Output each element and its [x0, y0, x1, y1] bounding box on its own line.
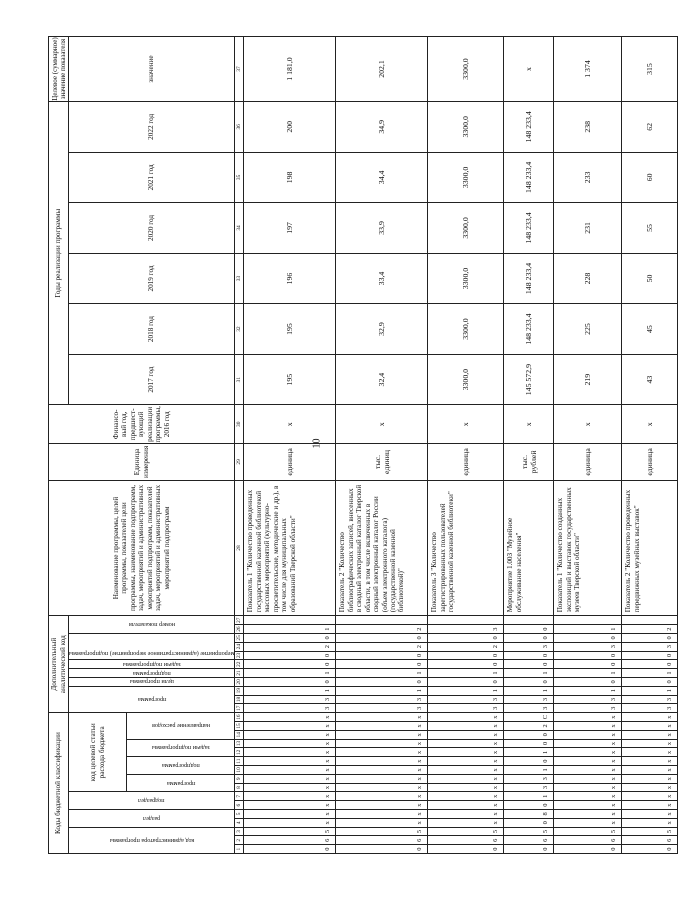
code-digit-cell: x [622, 810, 678, 819]
additional-code-header: Дополнительный аналитический код [49, 616, 69, 713]
code-digit-cell [244, 616, 336, 625]
code-digit-cell: 0 [622, 677, 678, 686]
column-number: 19 [236, 687, 243, 694]
code-digit-cell: x [428, 766, 504, 775]
code-digit-cell [428, 616, 504, 625]
year-value-cell: 233 [554, 152, 622, 203]
code-digit-cell: 1 [554, 625, 622, 634]
code-digit-cell: 1 [622, 669, 678, 678]
row-name-cell: Показатель 2 "Количество библиографических записей, внесенных в сводный электронный каталог Тверской области, в том числе включенных в сводный электронный каталог России (объем электронного каталога) (государственной казенной библиотекой)" [336, 480, 428, 616]
code-digit-cell: x [428, 801, 504, 810]
code-digit-cell: x [336, 818, 428, 827]
code-digit-cell: 0 [504, 801, 554, 810]
admin-code-header: код администратора программы [109, 836, 194, 844]
code-digit-cell: x [428, 730, 504, 739]
code-digit-cell: 0 [244, 633, 336, 642]
total-value-cell: 3300,0 [428, 37, 504, 102]
rotated-table-sheet [48, 36, 674, 854]
code-digit-cell: 3 [504, 774, 554, 783]
code-digit-cell: x [554, 792, 622, 801]
program-article-header: программа [166, 779, 196, 787]
code-digit-cell: 3 [336, 695, 428, 704]
code-digit-cell: x [622, 748, 678, 757]
code-digit-cell: x [554, 739, 622, 748]
code-digit-cell: x [336, 739, 428, 748]
code-digit-cell [554, 616, 622, 625]
column-number: 4 [235, 818, 244, 827]
code-digit-cell: C [504, 713, 554, 722]
unit-cell: тыс. рублей [504, 444, 554, 481]
code-digit-cell: 3 [554, 642, 622, 651]
code-digit-cell: x [336, 722, 428, 731]
code-digit-cell: 1 [554, 669, 622, 678]
row-name-cell: Показатель 3 "Количество зарегистрированных пользователей государственной казенной библиотеки" [428, 480, 504, 616]
code-digit-cell: 0 [336, 660, 428, 669]
column-number: 23 [236, 652, 243, 659]
column-number: 32 [235, 304, 244, 355]
year-2022-header: 2022 год [69, 102, 235, 153]
code-digit-cell: x [244, 792, 336, 801]
code-digit-cell: x [336, 748, 428, 757]
code-digit-cell: 0 [428, 660, 504, 669]
code-digit-cell: 0 [622, 651, 678, 660]
year-value-cell: 195 [244, 304, 336, 355]
code-digit-cell: 1 [428, 669, 504, 678]
column-number: 31 [235, 354, 244, 405]
column-number: 15 [236, 723, 243, 729]
column-number: 24 [236, 643, 243, 650]
code-digit-cell: x [554, 713, 622, 722]
subprogram-code-header: подпрограмма [132, 669, 171, 677]
code-digit-cell: 0 [244, 677, 336, 686]
final-value-group-header: Целевое (суммарное) значение показателя [50, 37, 67, 101]
code-digit-cell: 0 [504, 625, 554, 634]
code-digit-cell: 0 [336, 845, 428, 854]
total-value-cell: 315 [622, 37, 678, 102]
code-digit-cell: 6 [244, 836, 336, 845]
code-digit-cell: 1 [554, 686, 622, 695]
code-digit-cell: x [336, 792, 428, 801]
code-digit-cell: 6 [554, 836, 622, 845]
table-row [428, 37, 504, 854]
column-number: 9 [235, 774, 244, 783]
code-digit-cell: x [622, 818, 678, 827]
years-group-header: Годы реализации программы [49, 102, 69, 405]
year-2020-header: 2020 год [69, 203, 235, 254]
base-year-cell: x [244, 405, 336, 444]
code-digit-cell: x [554, 783, 622, 792]
row-name-cell: Мероприятие 1.003 "Музейное обслуживание населения" [504, 480, 554, 616]
code-digit-cell: 0 [336, 633, 428, 642]
code-digit-cell: 5 [244, 827, 336, 836]
code-digit-cell: 3 [622, 642, 678, 651]
year-value-cell: 3300,0 [428, 304, 504, 355]
year-value-cell: 3300,0 [428, 354, 504, 405]
base-year-column-header: Финансо-вый год, предшест-вующий реализации программы, 2016 год [49, 405, 235, 444]
name-column-header: Наименование программы, целей программы, показателей цели программы, наименование подпрограмм, задач, мероприятий и административных мероприятий подпрограмм, показателей задач, мероприятий и административных мероприятий подпрограмм [49, 480, 235, 616]
table-row [622, 37, 678, 854]
activity-header: мероприятие (административное мероприятие) подпрограммы [69, 649, 235, 657]
program-code-header: программа [137, 695, 166, 703]
year-value-cell: 43 [622, 354, 678, 405]
code-digit-cell: 3 [504, 642, 554, 651]
subsection-header: подраздел [138, 797, 165, 805]
column-number: 28 [235, 480, 244, 616]
code-digit-cell [504, 616, 554, 625]
unit-column-header: Единица измерения [49, 444, 235, 481]
year-value-cell: 62 [622, 102, 678, 153]
code-digit-cell: 0 [504, 739, 554, 748]
year-2021-header: 2021 год [69, 152, 235, 203]
code-digit-cell: 3 [622, 695, 678, 704]
column-number: 27 [236, 617, 243, 623]
code-digit-cell: 0 [504, 633, 554, 642]
year-value-cell: 3300,0 [428, 253, 504, 304]
column-number: 14 [236, 732, 243, 738]
column-number: 33 [235, 253, 244, 304]
code-digit-cell: x [428, 713, 504, 722]
code-digit-cell: x [554, 757, 622, 766]
column-number: 8 [235, 783, 244, 792]
year-value-cell: 148 233,4 [504, 304, 554, 355]
year-value-cell: 148 233,4 [504, 203, 554, 254]
code-digit-cell: x [622, 792, 678, 801]
table-row [504, 37, 554, 854]
code-digit-cell: x [244, 730, 336, 739]
code-digit-cell: 0 [244, 651, 336, 660]
code-digit-cell: 2 [244, 642, 336, 651]
year-value-cell: 32,9 [336, 304, 428, 355]
code-digit-cell: 2 [504, 722, 554, 731]
code-digit-cell: 5 [428, 827, 504, 836]
code-digit-cell: x [554, 818, 622, 827]
column-number: 3 [235, 827, 244, 836]
code-digit-cell: x [428, 792, 504, 801]
code-digit-cell: x [244, 748, 336, 757]
unit-cell: тыс. единиц [336, 444, 428, 481]
code-digit-cell: x [244, 774, 336, 783]
code-digit-cell: x [428, 757, 504, 766]
year-value-cell: 219 [554, 354, 622, 405]
code-digit-cell: 2 [336, 625, 428, 634]
code-digit-cell: 0 [504, 757, 554, 766]
code-digit-cell: x [428, 818, 504, 827]
year-value-cell: 33,4 [336, 253, 428, 304]
code-digit-cell: x [554, 810, 622, 819]
code-digit-cell: x [554, 801, 622, 810]
code-digit-cell: x [622, 757, 678, 766]
year-value-cell: 231 [554, 203, 622, 254]
code-digit-cell: 5 [554, 827, 622, 836]
code-digit-cell: 1 [336, 669, 428, 678]
code-digit-cell: 1 [244, 669, 336, 678]
code-digit-cell: 1 [504, 669, 554, 678]
code-digit-cell: x [622, 739, 678, 748]
code-digit-cell: x [622, 766, 678, 775]
code-digit-cell: 8 [504, 810, 554, 819]
code-digit-cell: x [336, 766, 428, 775]
column-number: 16 [236, 714, 243, 720]
target-article-header: код целевой статьи расхода бюджета [69, 713, 127, 792]
column-number: 11 [236, 758, 243, 764]
code-digit-cell: x [554, 766, 622, 775]
base-year-cell: x [428, 405, 504, 444]
code-digit-cell: 0 [244, 845, 336, 854]
column-number: 25 [236, 635, 243, 641]
code-digit-cell: x [622, 774, 678, 783]
column-number: 37 [235, 37, 244, 102]
year-value-cell: 200 [244, 102, 336, 153]
year-value-cell: 197 [244, 203, 336, 254]
column-number: 21 [236, 670, 243, 676]
row-name-cell: Показатель 1 "Количество созданных экспозиций и выставок государственных музеев Тверской области" [554, 480, 622, 616]
column-number: 10 [236, 767, 243, 773]
code-digit-cell: x [244, 810, 336, 819]
base-year-cell: x [504, 405, 554, 444]
code-digit-cell: 1 [336, 686, 428, 695]
code-digit-cell: x [554, 730, 622, 739]
total-value-cell: x [504, 37, 554, 102]
code-digit-cell: x [244, 783, 336, 792]
year-value-cell: 148 233,4 [504, 102, 554, 153]
code-digit-cell: x [244, 766, 336, 775]
code-digit-cell: x [428, 722, 504, 731]
code-digit-cell: 1 [504, 748, 554, 757]
code-digit-cell: 1 [504, 686, 554, 695]
code-digit-cell: 6 [622, 836, 678, 845]
code-digit-cell: 3 [428, 704, 504, 713]
year-value-cell: 195 [244, 354, 336, 405]
code-digit-cell: 2 [622, 625, 678, 634]
codes-group-header: Коды бюджетной классификации [49, 713, 69, 854]
unit-cell: единица [244, 444, 336, 481]
code-digit-cell: 1 [244, 625, 336, 634]
code-digit-cell: x [244, 722, 336, 731]
code-digit-cell: 1 [622, 686, 678, 695]
direction-expenses-header: направление расходов [151, 722, 211, 730]
year-value-cell: 198 [244, 152, 336, 203]
unit-cell: единица [554, 444, 622, 481]
column-number: 5 [235, 810, 244, 819]
subprogram-article-header: подпрограмма [162, 762, 200, 770]
code-digit-cell: x [244, 801, 336, 810]
year-value-cell: 32,4 [336, 354, 428, 405]
code-digit-cell: 0 [554, 633, 622, 642]
code-digit-cell: 1 [504, 766, 554, 775]
code-digit-cell: x [336, 757, 428, 766]
code-digit-cell: 0 [554, 845, 622, 854]
code-digit-cell: x [554, 748, 622, 757]
subprogram-tasks-header: задачи подпрограммы [122, 660, 181, 668]
year-value-cell: 225 [554, 304, 622, 355]
column-number: 34 [235, 203, 244, 254]
code-digit-cell: x [428, 748, 504, 757]
total-value-cell: 1 181,0 [244, 37, 336, 102]
program-indicators-table [48, 36, 678, 854]
code-digit-cell: x [554, 774, 622, 783]
code-digit-cell: x [622, 783, 678, 792]
code-digit-cell: x [622, 722, 678, 731]
year-2018-header: 2018 год [69, 304, 235, 355]
code-digit-cell: 3 [428, 695, 504, 704]
code-digit-cell: 0 [428, 677, 504, 686]
code-digit-cell: 0 [504, 660, 554, 669]
code-digit-cell: 0 [336, 651, 428, 660]
table-row [554, 37, 622, 854]
year-value-cell: 34,4 [336, 152, 428, 203]
code-digit-cell: 0 [244, 660, 336, 669]
code-digit-cell: x [428, 810, 504, 819]
code-digit-cell: 0 [428, 845, 504, 854]
code-digit-cell: x [428, 774, 504, 783]
column-number: 20 [236, 679, 243, 685]
year-value-cell: 50 [622, 253, 678, 304]
code-digit-cell: x [622, 801, 678, 810]
page-number: 10 [311, 438, 323, 449]
unit-cell: единица [428, 444, 504, 481]
code-digit-cell: 6 [504, 836, 554, 845]
column-number: 2 [235, 836, 244, 845]
code-digit-cell: x [622, 730, 678, 739]
indicator-number-header: номер показателя [128, 621, 175, 629]
column-number: 18 [236, 696, 243, 703]
goals-program-header: цели программы [129, 678, 174, 686]
column-number: 17 [236, 705, 243, 711]
code-digit-cell: 3 [554, 695, 622, 704]
code-digit-cell: 0 [622, 660, 678, 669]
code-digit-cell: 2 [428, 642, 504, 651]
code-digit-cell: x [336, 774, 428, 783]
code-digit-cell: 0 [428, 633, 504, 642]
year-value-cell: 228 [554, 253, 622, 304]
code-digit-cell: 5 [336, 827, 428, 836]
code-digit-cell: 5 [504, 827, 554, 836]
table-row [244, 37, 336, 854]
code-digit-cell: x [554, 722, 622, 731]
column-number: 30 [235, 405, 244, 444]
year-value-cell: 55 [622, 203, 678, 254]
unit-cell: единица [622, 444, 678, 481]
year-value-cell: 3300,0 [428, 152, 504, 203]
code-digit-cell: 1 [428, 686, 504, 695]
year-value-cell: 145 572,9 [504, 354, 554, 405]
table-row [336, 37, 428, 854]
year-value-cell: 238 [554, 102, 622, 153]
base-year-cell: x [336, 405, 428, 444]
code-digit-cell: 3 [504, 695, 554, 704]
column-number-row [235, 37, 244, 854]
code-digit-cell [336, 616, 428, 625]
code-digit-cell: 0 [554, 660, 622, 669]
code-digit-cell: 0 [622, 633, 678, 642]
code-digit-cell: 1 [504, 792, 554, 801]
code-digit-cell: 0 [504, 818, 554, 827]
section-header: раздел [143, 814, 161, 822]
code-digit-cell: x [428, 739, 504, 748]
code-digit-cell: x [336, 801, 428, 810]
code-digit-cell: 0 [428, 651, 504, 660]
code-digit-cell: 0 [504, 730, 554, 739]
column-number: 26 [236, 626, 243, 632]
code-digit-cell: 3 [554, 704, 622, 713]
code-digit-cell: x [244, 713, 336, 722]
row-name-cell: Показатель 1 "Количество проведенных государственной казенной библиотекой массовых мероприятий (культурно-просветительские, методические и др.), в том числе для муниципальных образований Тверской области" [244, 480, 336, 616]
code-digit-cell [622, 616, 678, 625]
column-number: 12 [236, 749, 243, 756]
year-value-cell: 3300,0 [428, 203, 504, 254]
column-number: 35 [235, 152, 244, 203]
subprogram-tasks-article-header: задачи подпрограммы [151, 744, 210, 752]
total-value-cell: 202,1 [336, 37, 428, 102]
code-digit-cell: x [622, 713, 678, 722]
column-number: 36 [235, 102, 244, 153]
code-digit-cell: x [336, 783, 428, 792]
code-digit-cell: x [244, 818, 336, 827]
code-digit-cell: x [336, 730, 428, 739]
year-value-cell: 34,9 [336, 102, 428, 153]
code-digit-cell: 3 [428, 625, 504, 634]
code-digit-cell: 6 [336, 836, 428, 845]
code-digit-cell: 3 [504, 704, 554, 713]
code-digit-cell: 5 [622, 827, 678, 836]
code-digit-cell: 0 [504, 651, 554, 660]
code-digit-cell: 0 [554, 677, 622, 686]
code-digit-cell: 0 [336, 677, 428, 686]
year-value-cell: 60 [622, 152, 678, 203]
column-number: 6 [235, 801, 244, 810]
year-value-cell: 33,9 [336, 203, 428, 254]
code-digit-cell: 3 [622, 704, 678, 713]
total-value-cell: 1 374 [554, 37, 622, 102]
column-number: 1 [235, 845, 244, 854]
code-digit-cell: x [428, 783, 504, 792]
code-digit-cell: x [336, 810, 428, 819]
code-digit-cell: 0 [554, 651, 622, 660]
code-digit-cell: 1 [244, 686, 336, 695]
code-digit-cell: 3 [336, 704, 428, 713]
code-digit-cell: 6 [428, 836, 504, 845]
code-digit-cell: x [244, 739, 336, 748]
year-2019-header: 2019 год [69, 253, 235, 304]
code-digit-cell: 0 [504, 677, 554, 686]
code-digit-cell: 3 [244, 695, 336, 704]
code-digit-cell: x [336, 713, 428, 722]
code-digit-cell: x [244, 757, 336, 766]
year-2017-header: 2017 год [69, 354, 235, 405]
code-digit-cell: 3 [244, 704, 336, 713]
final-value-header: значение [69, 37, 235, 102]
code-digit-cell: 3 [504, 783, 554, 792]
year-value-cell: 3300,0 [428, 102, 504, 153]
column-number: 22 [236, 661, 243, 667]
year-value-cell: 196 [244, 253, 336, 304]
row-name-cell: Показатель 2 "Количество проведенных передвижных музейных выставок" [622, 480, 678, 616]
code-digit-cell: 2 [336, 642, 428, 651]
column-number: 13 [236, 740, 243, 747]
base-year-cell: x [554, 405, 622, 444]
column-number: 7 [235, 792, 244, 801]
year-value-cell: 148 233,4 [504, 253, 554, 304]
code-digit-cell: 0 [504, 845, 554, 854]
year-value-cell: 148 233,4 [504, 152, 554, 203]
base-year-cell: x [622, 405, 678, 444]
column-number: 29 [235, 444, 244, 481]
code-digit-cell: 0 [622, 845, 678, 854]
year-value-cell: 45 [622, 304, 678, 355]
